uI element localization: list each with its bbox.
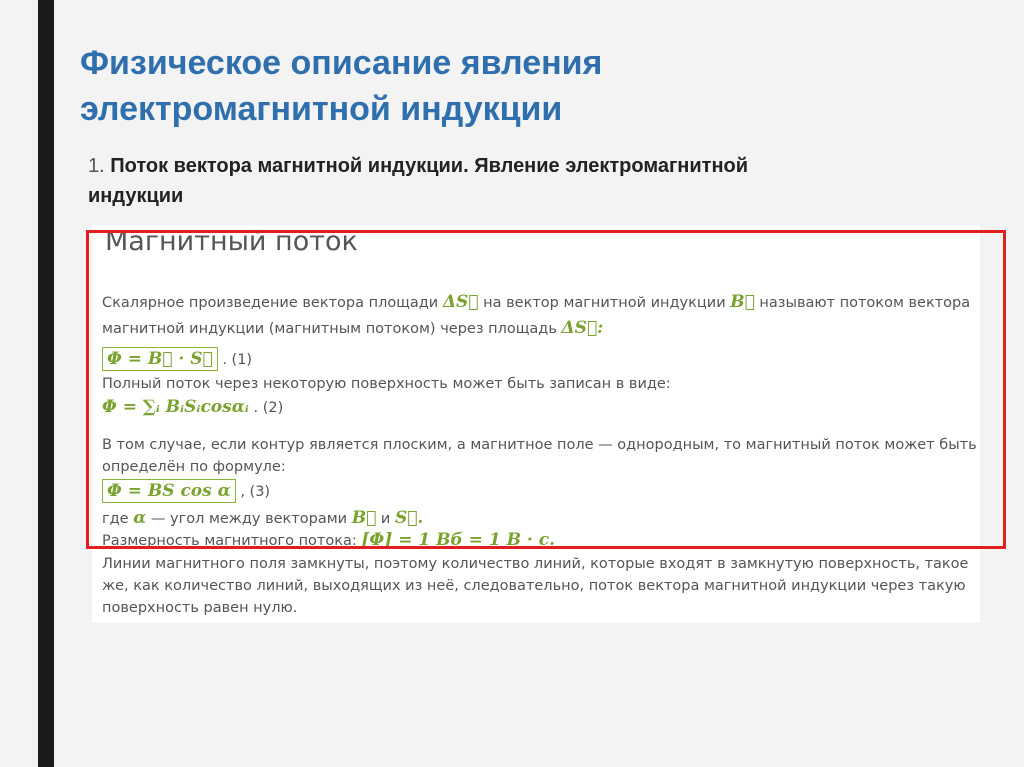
text-fragment: Скалярное произведение вектора площади <box>102 295 439 311</box>
slide-title <box>80 40 980 132</box>
b-vector: B⃗ <box>730 292 755 312</box>
subtitle-line-2: индукции <box>88 185 184 207</box>
text-fragment: где <box>102 511 129 527</box>
text-fragment: — угол между векторами <box>150 511 348 527</box>
flux-unit-formula: [Φ] = 1 Вб = 1 В · с. <box>361 530 555 550</box>
panel-heading: Магнитный поток <box>105 226 358 257</box>
paragraph-line: же, как количество линий, выходящих из неё, следовательно, поток вектора магнитной индукции через такую <box>102 578 966 594</box>
delta-s-vector: ΔS⃗: <box>561 318 604 338</box>
b-vector: B⃗ <box>351 508 377 528</box>
red-highlight-frame <box>86 230 1006 549</box>
paragraph-line: поверхность равен нулю. <box>102 600 298 616</box>
subtitle-number: 1. <box>88 155 105 177</box>
formula-3-number: , (3) <box>240 484 271 500</box>
formula-2-number: . (2) <box>253 400 284 416</box>
formula-1-number: . (1) <box>222 352 253 368</box>
text-fragment: магнитной индукции (магнитным потоком) через площадь <box>102 321 557 337</box>
formula-1-box: Φ = B⃗ · S⃗ <box>102 347 218 371</box>
alpha-symbol: α <box>133 508 147 528</box>
text-fragment: на вектор магнитной индукции <box>483 295 726 311</box>
s-vector: S⃗. <box>394 508 424 528</box>
paragraph-line: определён по формуле: <box>102 459 286 475</box>
formula-3-box: Φ = BS cos α <box>102 479 236 503</box>
slide-title-line-2: электромагнитной индукции <box>80 90 563 128</box>
paragraph-line: Полный поток через некоторую поверхность может быть записан в виде: <box>102 376 671 392</box>
slide-subtitle <box>88 151 1008 211</box>
text-fragment: и <box>380 511 391 527</box>
left-accent-bar <box>38 0 54 767</box>
text-fragment: Размерность магнитного потока: <box>102 533 357 549</box>
text-fragment: называют потоком вектора <box>759 295 971 311</box>
paragraph-line: В том случае, если контур является плоским, а магнитное поле — однородным, то магнитный поток может быть <box>102 437 977 453</box>
paragraph-line: Линии магнитного поля замкнуты, поэтому количество линий, которые входят в замкнутую поверхность, такое <box>102 556 969 572</box>
delta-s-vector: ΔS⃗ <box>442 292 479 312</box>
formula-2: Φ = ∑ᵢ BᵢSᵢcosαᵢ <box>102 397 249 417</box>
slide-title-line-1: Физическое описание явления <box>80 44 603 82</box>
subtitle-line-1: Поток вектора магнитной индукции. Явление электромагнитной <box>110 155 749 177</box>
